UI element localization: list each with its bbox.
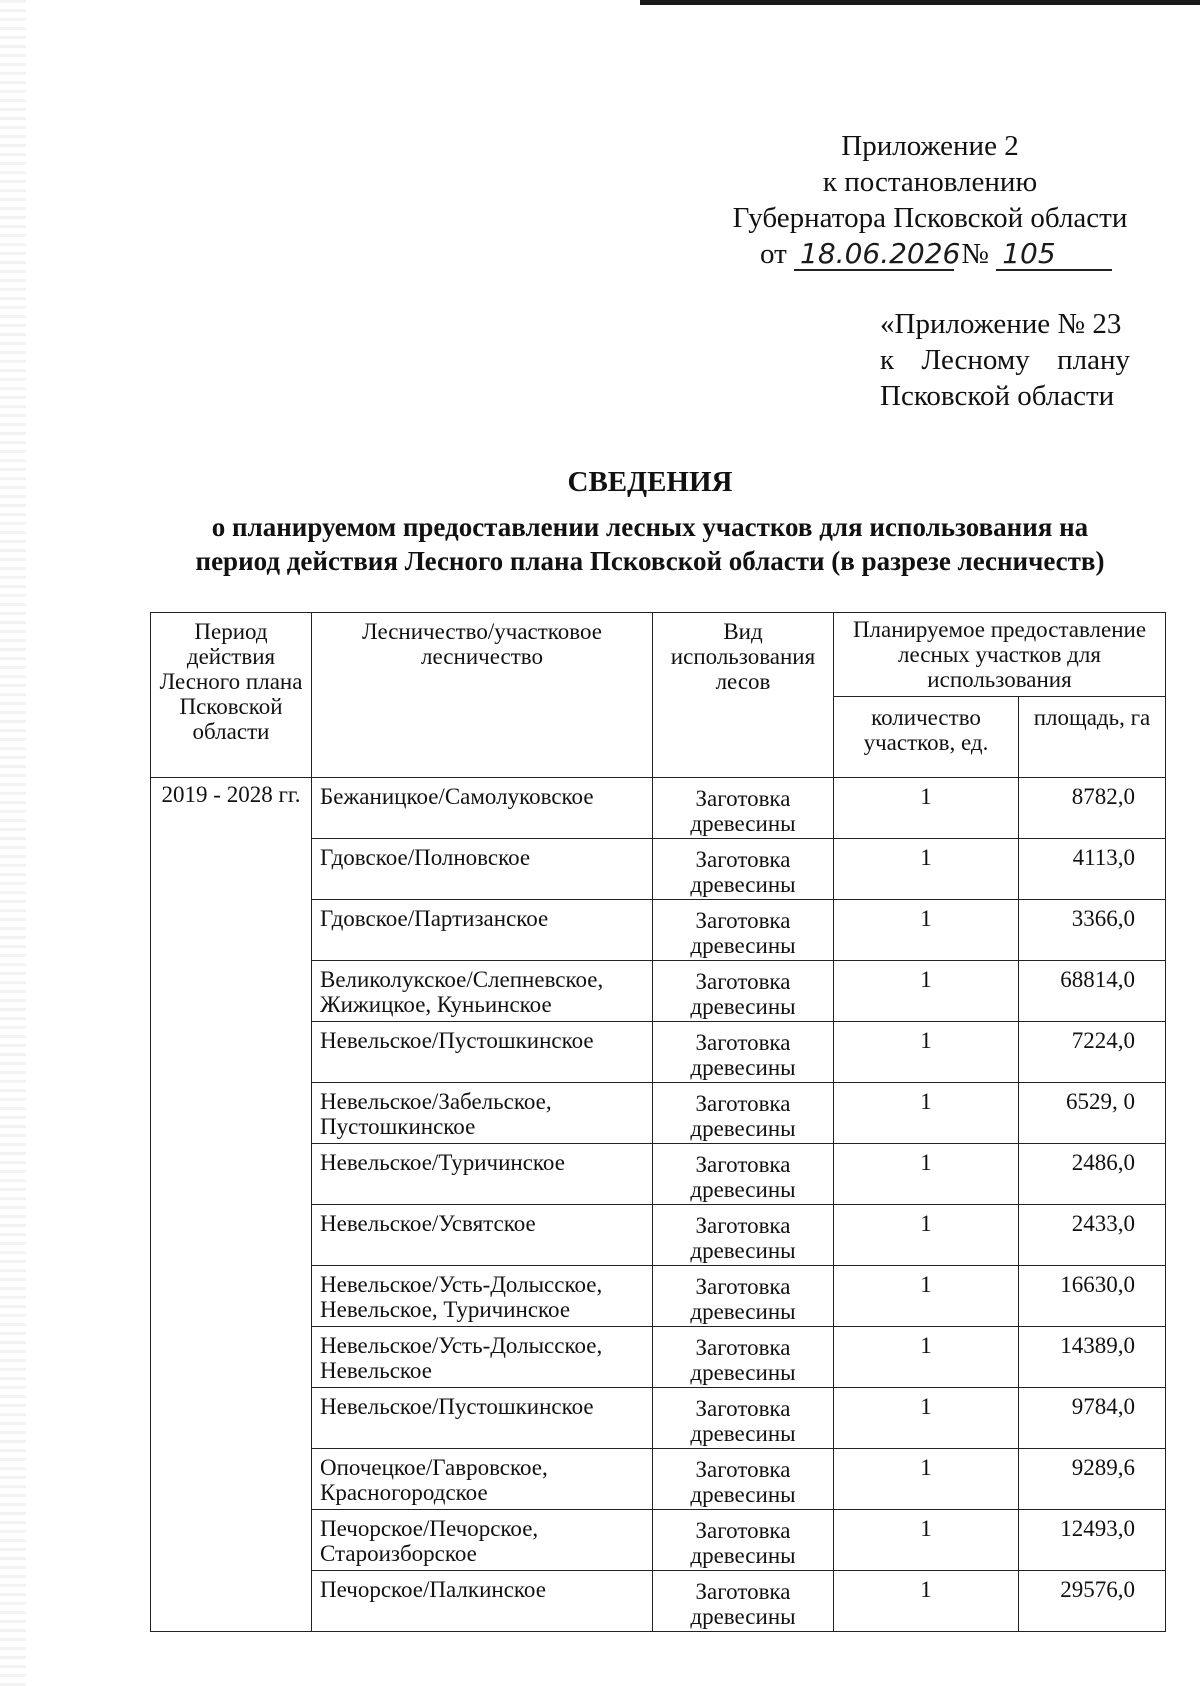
forestry-cell: Опочецкое/Гавровское, Красногородское (312, 1449, 653, 1510)
count-cell: 1 (834, 1266, 1019, 1327)
header-forestry: Лесничество/участковое лесничество (312, 613, 653, 778)
table-row (151, 778, 1166, 839)
use-type-cell: Заготовка древесины (653, 1022, 834, 1083)
area-cell: 2433,0 (1019, 1205, 1166, 1266)
area-cell: 3366,0 (1019, 900, 1166, 961)
handwritten-number: 105 (996, 239, 1112, 271)
count-cell: 1 (834, 778, 1019, 839)
area-cell: 2486,0 (1019, 1144, 1166, 1205)
appendix-block (880, 306, 1130, 414)
approval-line-1: Приложение 2 (841, 130, 1019, 162)
forestry-cell: Невельское/Усть-Долысское, Невельское (312, 1327, 653, 1388)
forestry-cell: Печорское/Палкинское (312, 1571, 653, 1632)
area-cell: 29576,0 (1019, 1571, 1166, 1632)
use-type-cell: Заготовка древесины (653, 1205, 834, 1266)
count-cell: 1 (834, 961, 1019, 1022)
header-area: площадь, га (1019, 697, 1166, 778)
use-type-cell: Заготовка древесины (653, 778, 834, 839)
area-cell: 12493,0 (1019, 1510, 1166, 1571)
forestry-cell: Невельское/Усвятское (312, 1205, 653, 1266)
count-cell: 1 (834, 1571, 1019, 1632)
count-cell: 1 (834, 1327, 1019, 1388)
count-cell: 1 (834, 1144, 1019, 1205)
appendix-line-2: к Лесному плану (880, 344, 1130, 376)
header-count: количество участков, ед. (834, 697, 1019, 778)
forestry-cell: Невельское/Усть-Долысское, Невельское, Туричинское (312, 1266, 653, 1327)
area-cell: 7224,0 (1019, 1022, 1166, 1083)
area-cell: 14389,0 (1019, 1327, 1166, 1388)
header-period: Период действия Лесного плана Псковской области (151, 613, 312, 778)
use-type-cell: Заготовка древесины (653, 1449, 834, 1510)
approval-line-3: Губернатора Псковской области (732, 202, 1128, 234)
count-cell: 1 (834, 1449, 1019, 1510)
document-title: СВЕДЕНИЯ (567, 466, 733, 498)
forestry-cell: Невельское/Пустошкинское (312, 1388, 653, 1449)
area-cell: 16630,0 (1019, 1266, 1166, 1327)
number-prefix: № (961, 238, 989, 270)
top-scan-border (640, 0, 1200, 5)
appendix-line-3: Псковской области (880, 380, 1115, 412)
forestry-cell: Гдовское/Партизанское (312, 900, 653, 961)
header-row (151, 613, 1166, 697)
use-type-cell: Заготовка древесины (653, 1144, 834, 1205)
forestry-cell: Бежаницкое/Самолуковское (312, 778, 653, 839)
header-planned: Планируемое предоставление лесных участков для использования (834, 613, 1166, 697)
use-type-cell: Заготовка древесины (653, 961, 834, 1022)
forestry-cell: Гдовское/Полновское (312, 839, 653, 900)
count-cell: 1 (834, 900, 1019, 961)
area-cell: 6529, 0 (1019, 1083, 1166, 1144)
handwritten-date: 18.06.2026 (794, 239, 954, 271)
area-cell: 9784,0 (1019, 1388, 1166, 1449)
use-type-cell: Заготовка древесины (653, 839, 834, 900)
area-cell: 8782,0 (1019, 778, 1166, 839)
header-use-type: Вид использования лесов (653, 613, 834, 778)
area-cell: 9289,6 (1019, 1449, 1166, 1510)
data-table (150, 612, 1166, 1632)
approval-block (700, 128, 1160, 236)
use-type-cell: Заготовка древесины (653, 1388, 834, 1449)
count-cell: 1 (834, 1205, 1019, 1266)
use-type-cell: Заготовка древесины (653, 1510, 834, 1571)
count-cell: 1 (834, 839, 1019, 900)
count-cell: 1 (834, 1083, 1019, 1144)
count-cell: 1 (834, 1510, 1019, 1571)
use-type-cell: Заготовка древесины (653, 1571, 834, 1632)
forestry-cell: Печорское/Печорское, Староизборское (312, 1510, 653, 1571)
count-cell: 1 (834, 1022, 1019, 1083)
use-type-cell: Заготовка древесины (653, 900, 834, 961)
approval-date-line (760, 236, 1112, 272)
scan-left-edge (0, 0, 26, 1686)
appendix-line-1: «Приложение № 23 (880, 308, 1122, 340)
area-cell: 4113,0 (1019, 839, 1166, 900)
approval-line-2: к постановлению (822, 166, 1038, 198)
period-cell: 2019 - 2028 гг. (151, 778, 312, 1632)
forestry-cell: Невельское/Пустошкинское (312, 1022, 653, 1083)
count-cell: 1 (834, 1388, 1019, 1449)
use-type-cell: Заготовка древесины (653, 1327, 834, 1388)
forestry-cell: Невельское/Туричинское (312, 1144, 653, 1205)
use-type-cell: Заготовка древесины (653, 1083, 834, 1144)
table-body (151, 778, 1166, 1632)
forestry-cell: Великолукское/Слепневское, Жижицкое, Куньинское (312, 961, 653, 1022)
date-prefix: от (760, 238, 787, 270)
use-type-cell: Заготовка древесины (653, 1266, 834, 1327)
document-subtitle: о планируемом предоставлении лесных участков для использования на период действия Лесного плана Псковской области (в разрезе лесничеств) (195, 512, 1105, 576)
area-cell: 68814,0 (1019, 961, 1166, 1022)
forestry-cell: Невельское/Забельское, Пустошкинское (312, 1083, 653, 1144)
